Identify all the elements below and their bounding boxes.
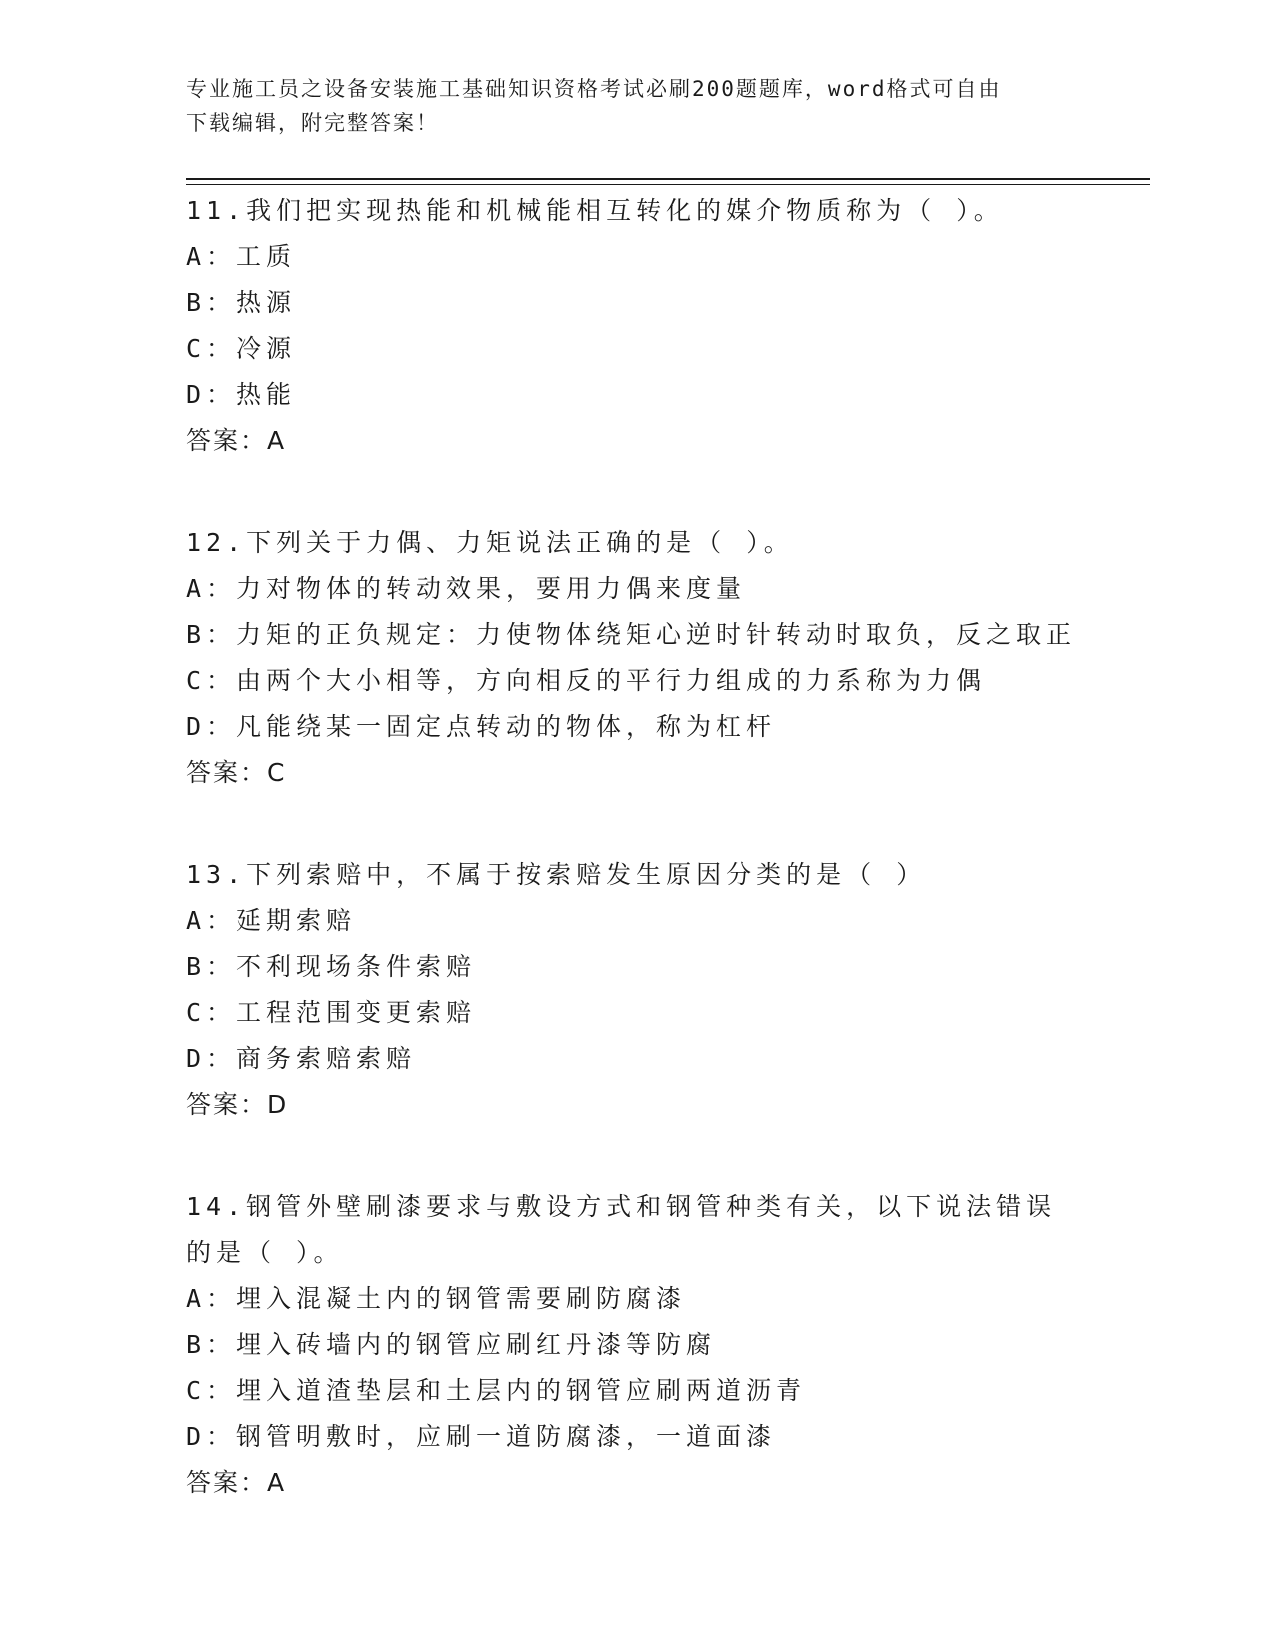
document-header [186,72,1086,140]
option-b: B：不利现场条件索赔 [186,952,477,981]
option-a: A：力对物体的转动效果，要用力偶来度量 [186,574,747,603]
option-c: C：工程范围变更索赔 [186,998,477,1027]
option-a: A：工质 [186,242,297,271]
option-c: C：冷源 [186,334,297,363]
question-text: 13.下列索赔中，不属于按索赔发生原因分类的是（ ） [186,860,927,889]
option-c: C：由两个大小相等，方向相反的平行力组成的力系称为力偶 [186,666,987,695]
option-b: B：力矩的正负规定：力使物体绕矩心逆时针转动时取负，反之取正 [186,620,1077,649]
question-text: 12.下列关于力偶、力矩说法正确的是（ ）。 [186,528,794,557]
answer: 答案：C [186,758,287,787]
header-line-2: 下载编辑，附完整答案！ [186,111,439,135]
option-b: B：埋入砖墙内的钢管应刷红丹漆等防腐 [186,1330,717,1359]
option-d: D：商务索赔索赔 [186,1044,417,1073]
option-d: D：凡能绕某一固定点转动的物体，称为杠杆 [186,712,777,741]
header-divider-thin [186,184,1150,185]
question-11 [186,188,1086,464]
question-text: 14.钢管外壁刷漆要求与敷设方式和钢管种类有关，以下说法错误的是（ ）。 [186,1192,1057,1267]
header-line-1: 专业施工员之设备安装施工基础知识资格考试必刷200题题库，word格式可自由 [186,77,1002,101]
option-b: B：热源 [186,288,297,317]
question-12 [186,520,1086,796]
answer: 答案：A [186,426,287,455]
question-13 [186,852,1086,1128]
question-14 [186,1184,1086,1506]
answer: 答案：A [186,1468,287,1497]
question-list [186,188,1086,1562]
option-a: A：延期索赔 [186,906,357,935]
option-c: C：埋入道渣垫层和土层内的钢管应刷两道沥青 [186,1376,807,1405]
question-text: 11.我们把实现热能和机械能相互转化的媒介物质称为（ ）。 [186,196,1004,225]
answer: 答案：D [186,1090,289,1119]
option-a: A：埋入混凝土内的钢管需要刷防腐漆 [186,1284,687,1313]
option-d: D：热能 [186,380,297,409]
option-d: D：钢管明敷时，应刷一道防腐漆，一道面漆 [186,1422,777,1451]
header-divider-thick [186,178,1150,180]
